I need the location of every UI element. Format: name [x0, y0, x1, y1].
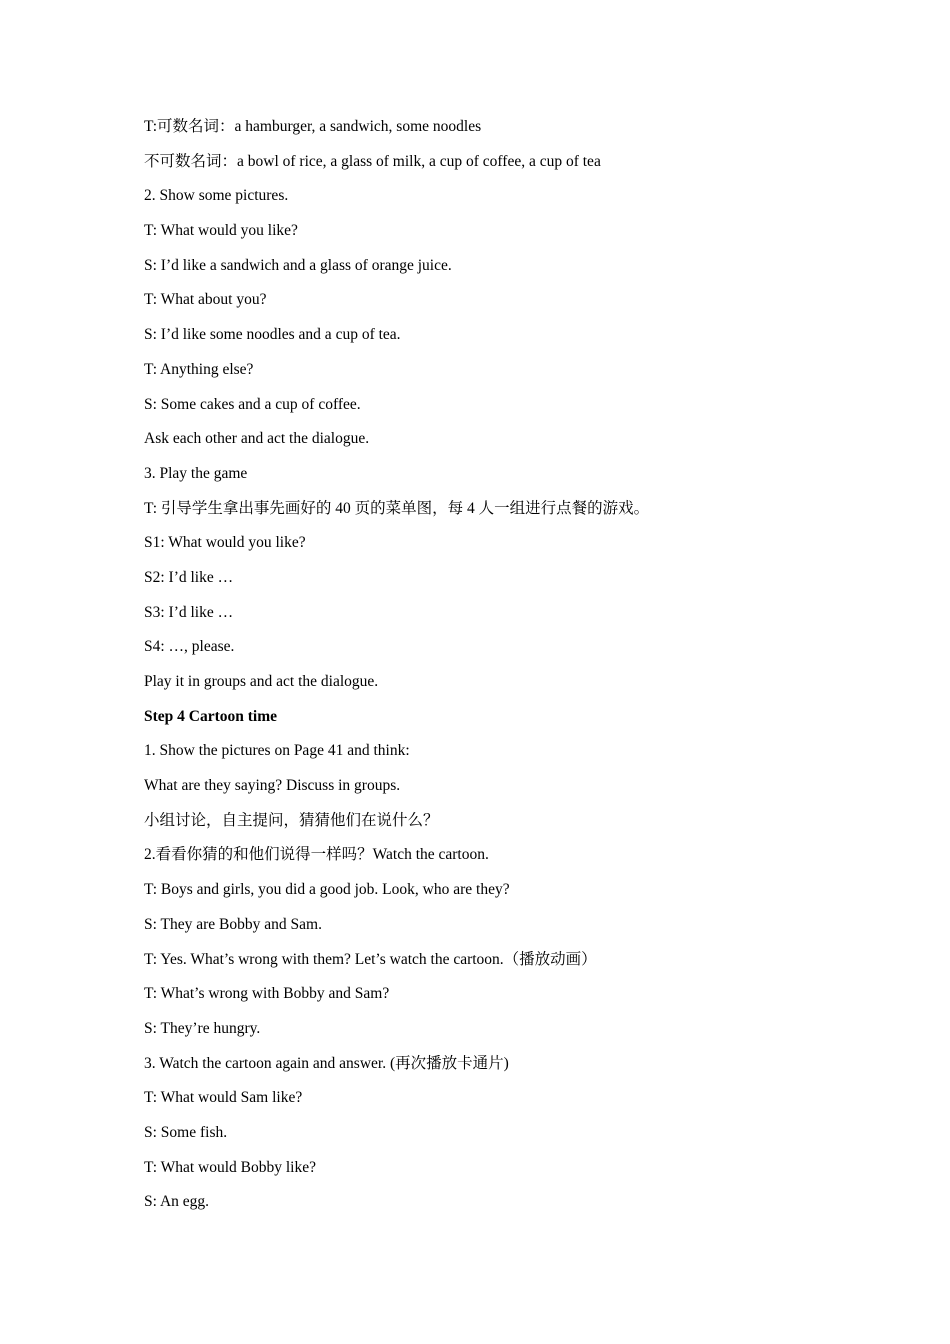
text-line: T:可数名词：a hamburger, a sandwich, some noodles [144, 118, 482, 135]
text-line: T: What would Sam like? [144, 1089, 303, 1107]
text-line: T: 引导学生拿出事先画好的 40 页的菜单图，每 4 人一组进行点餐的游戏。 [144, 499, 650, 517]
text-line: S: Some cakes and a cup of coffee. [144, 395, 361, 413]
text-line: T: Yes. What’s wrong with them? Let’s watch the cartoon.（播放动画） [144, 950, 597, 968]
text-line: 3. Play the game [144, 464, 248, 482]
text-line: S: They’re hungry. [144, 1019, 261, 1037]
text-line: S2: I’d like … [144, 568, 234, 586]
text-line: Play it in groups and act the dialogue. [144, 673, 379, 690]
text-line: Ask each other and act the dialogue. [144, 430, 370, 448]
text-line: S: They are Bobby and Sam. [144, 915, 322, 933]
text-line: T: What about you? [144, 291, 267, 309]
text-line: S: Some fish. [144, 1123, 228, 1141]
text-line: S: I’d like some noodles and a cup of tea. [144, 326, 401, 344]
text-line: T: Anything else? [144, 360, 254, 378]
text-line: 2. Show some pictures. [144, 187, 289, 205]
text-line: S: An egg. [144, 1193, 210, 1211]
text-line: S1: What would you like? [144, 534, 306, 552]
text-line: What are they saying? Discuss in groups. [144, 777, 401, 795]
text-line: 2.看看你猜的和他们说得一样吗？Watch the cartoon. [144, 846, 489, 864]
text-line: T: What would you like? [144, 222, 298, 240]
text-line: 小组讨论，自主提问，猜猜他们在说什么？ [144, 811, 439, 829]
text-line: 3. Watch the cartoon again and answer. (再次播放卡通片) [144, 1054, 509, 1072]
text-line: T: What would Bobby like? [144, 1158, 316, 1176]
text-line: 不可数名词：a bowl of rice, a glass of milk, a cup of coffee, a cup of tea [144, 152, 601, 170]
document-page [144, 110, 864, 1220]
text-line: T: What’s wrong with Bobby and Sam? [144, 985, 390, 1003]
text-line: S4: …, please. [144, 638, 235, 656]
text-line: S: I’d like a sandwich and a glass of orange juice. [144, 256, 452, 274]
text-line: 1. Show the pictures on Page 41 and think: [144, 742, 410, 760]
text-line: S3: I’d like … [144, 603, 234, 621]
section-heading: Step 4 Cartoon time [144, 707, 278, 725]
text-line: T: Boys and girls, you did a good job. Look, who are they? [144, 881, 510, 899]
